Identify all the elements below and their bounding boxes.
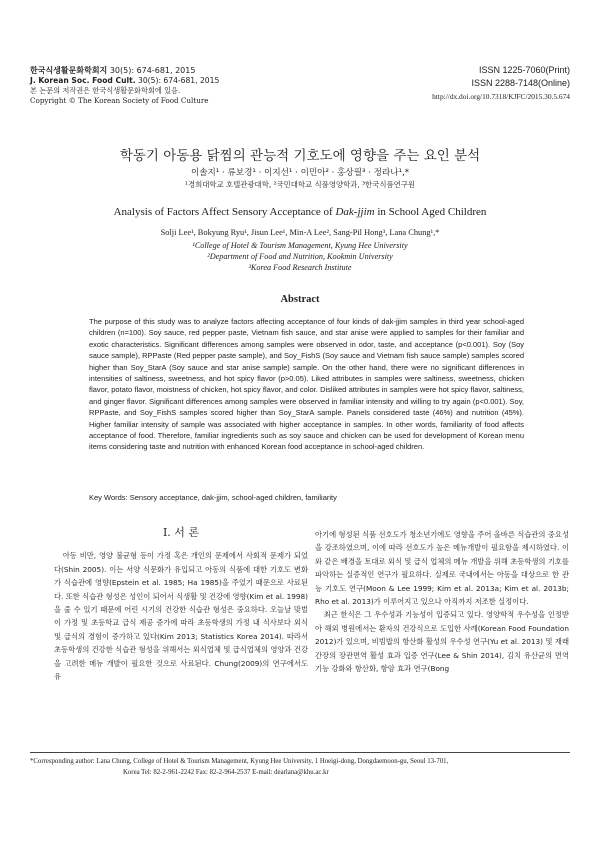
keywords-label: Key Words: bbox=[89, 493, 130, 502]
footnote bbox=[30, 756, 570, 778]
footnote-line-2: Korea Tel: 82-2-961-2242 Fax: 82-2-964-2537 E-mail: dearlana@khu.ac.kr bbox=[123, 769, 329, 776]
title-english-italic: Dak-jjim bbox=[335, 206, 375, 218]
body-column-left bbox=[54, 520, 308, 683]
keywords-list: Sensory acceptance, dak-jjim, school-aged children, familiarity bbox=[129, 493, 337, 502]
journal-name-ko: 한국식생활문화학회지 bbox=[30, 66, 108, 75]
journal-header bbox=[30, 66, 219, 106]
footnote-divider bbox=[30, 752, 570, 753]
journal-name-en: J. Korean Soc. Food Cult. bbox=[30, 76, 136, 85]
footnote-line-1: *Corresponding author: Lana Chung, College of Hotel & Tourism Management, Kyung Hee University, 1 Hoeigi-dong, Dongdaemoon-gu, Seoul 13-701, bbox=[30, 758, 449, 765]
section-title: Ⅰ. 서 론 bbox=[162, 526, 200, 539]
authors-korean: 이솔지¹ · 류보경¹ · 이지선¹ · 이민아² · 홍상필³ · 정라나¹,* bbox=[190, 168, 410, 178]
affiliation-1: ¹College of Hotel & Tourism Management, Kyung Hee University bbox=[192, 241, 408, 250]
paragraph: 최근 한식은 그 우수성과 기능성이 입증되고 있다. 영양학적 우수성을 인정받아 해외 병원에서는 환자의 건강식으로 도입한 사례(Korean Food Foundation 2012)가 있으며, 비빔밥의 항산화 활성의 우수성 연구(Yu et al. 2013) 및 재래간장의 장관면역 활성 효과 입증 연구(Lee & Shin 2014), 김치 유산균의 면역기능 강화와 항산화, 항암 효과 연구(Bong bbox=[315, 610, 569, 674]
affiliations-korean: ¹경희대학교 호텔관광대학, ²국민대학교 식품영양학과, ³한국식품연구원 bbox=[184, 180, 416, 189]
body-column-right bbox=[315, 528, 569, 675]
abstract-text: The purpose of this study was to analyze factors affecting acceptance of four kinds of dak-jjim samples in third year school-aged children (n=100). Soy sauce, red pepper paste, Vietnam fish sauce, and star anise were applied to samples for their familiar and exotic characteristics. Significant differences among samples were observed in odor, taste, and acceptance (p<0.001). Soy (Soy sauce sample), RPPaste (Red pepper paste sample), and Soy_FishS (Soy sauce and Vietnam fish sauce sample) samples scored higher than Soy_StarA (Soy sauce and star anise sample) sample. On the other hand, there were no significant differences in intensities of saltiness, sweetness, and hot spicy flavor (p>0.05). Liked attributes in samples were saltiness, sweetness, chicken flavor, potato flavor, moistness of chicken, hot spicy flavor, and color. Disliked attributes in samples were hot spicy flavor, saltiness, and ginger flavor. Significant differences among samples were observed in familiar intensity and willing to try again (p<0.001). Soy, RPPaste, and Soy_FishS samples scored higher than Soy_StarA sample. Panels considered taste (46%) and nutrition (45%). Higher familiar intensity of sample was associated with higher acceptance in samples. In other words, familiarity of food affects acceptance of food. Therefore, familiar ingredients such as soy sauce and chicken can be used for development of Korean menu items considering taste and nutrition with enhanced Korean food acceptance in school-aged children. bbox=[89, 317, 524, 452]
copyright-ko: 본 논문의 저작권은 한국식생활문화학회에 있음. bbox=[30, 86, 181, 95]
abstract-heading: Abstract bbox=[280, 294, 320, 305]
affiliations-english bbox=[0, 240, 600, 274]
title-english bbox=[0, 206, 600, 218]
paragraph: 아기에 형성된 식품 선호도가 청소년기에도 영향을 주어 올바른 식습관의 중요성을 강조하였으며, 이에 따라 선호도가 높은 메뉴개발이 필요함을 제시하였다. 이와 같은 배경을 토대로 외식 및 급식 업체의 메뉴 개발을 위해 초등학생의 기호를 파악하는 실증적인 연구가 필요하다. 실제로 국내에서는 아동을 대상으로 한 관능 기호도 연구(Moon & Lee 1999; Kim et al. 2013a; Kim et al. 2013b; Rho et al. 2013)가 이루어지고 있으나 아직까지 저조한 실정이다. bbox=[315, 530, 569, 607]
journal-volume-ko: 30(5): 674-681, 2015 bbox=[107, 66, 196, 75]
doi-link[interactable]: http://dx.doi.org/10.7318/KJFC/2015.30.5.674 bbox=[432, 92, 570, 101]
title-korean: 학동기 아동용 닭찜의 관능적 기호도에 영향을 주는 요인 분석 bbox=[119, 148, 481, 164]
keywords bbox=[89, 493, 524, 502]
paragraph: 아동 비만, 영양 불균형 등이 가정 혹은 개인의 문제에서 사회적 문제가 되었다(Shin 2005). 이는 서양 식문화가 유입되고 아동의 식품에 대한 기호도 변화가 식습관에 영향(Epstein et al. 1985; Ha 1985)을 주었기 때문으로 사료된다. 또한 식습관 형성은 성인이 되어서 식생활 및 건강에 영향(Kim et al. 1998)을 줄 수 있기 때문에 어린 시기의 건강한 식습관 형성은 중요하다. 오늘날 맞벌이 가정 및 초등학교 급식 제공 증가에 따라 초등학생의 가정 내 식사보다 외식 및 급식의 경험이 증가하고 있다(Kim 2013; Statistics Korea 2014). 따라서 초등학생의 건강한 식습관 형성을 위해서는 외식업체 및 급식업체의 영양과 건강을 고려한 메뉴 개발이 필요한 것으로 사료된다. Chung(2009)의 연구에서도 유 bbox=[54, 551, 308, 682]
affiliation-3: ³Korea Food Research Institute bbox=[248, 263, 352, 273]
issn-print: ISSN 1225-7060(Print) bbox=[478, 65, 570, 75]
affiliation-2: ²Department of Food and Nutrition, Kookmin University bbox=[207, 252, 393, 262]
issn-online: ISSN 2288-7148(Online) bbox=[471, 78, 570, 88]
issn-block bbox=[432, 64, 570, 103]
title-english-pre: Analysis of Factors Affect Sensory Acceptance of bbox=[113, 206, 336, 218]
journal-volume-en: 30(5): 674-681, 2015 bbox=[135, 76, 220, 85]
authors-english: Solji Lee¹, Bokyung Ryu¹, Jisun Lee¹, Min-A Lee², Sang-Pil Hong³, Lana Chung¹,* bbox=[160, 228, 440, 237]
title-english-post: in School Aged Children bbox=[374, 206, 487, 218]
copyright-en: Copyright © The Korean Society of Food Culture bbox=[30, 96, 209, 105]
